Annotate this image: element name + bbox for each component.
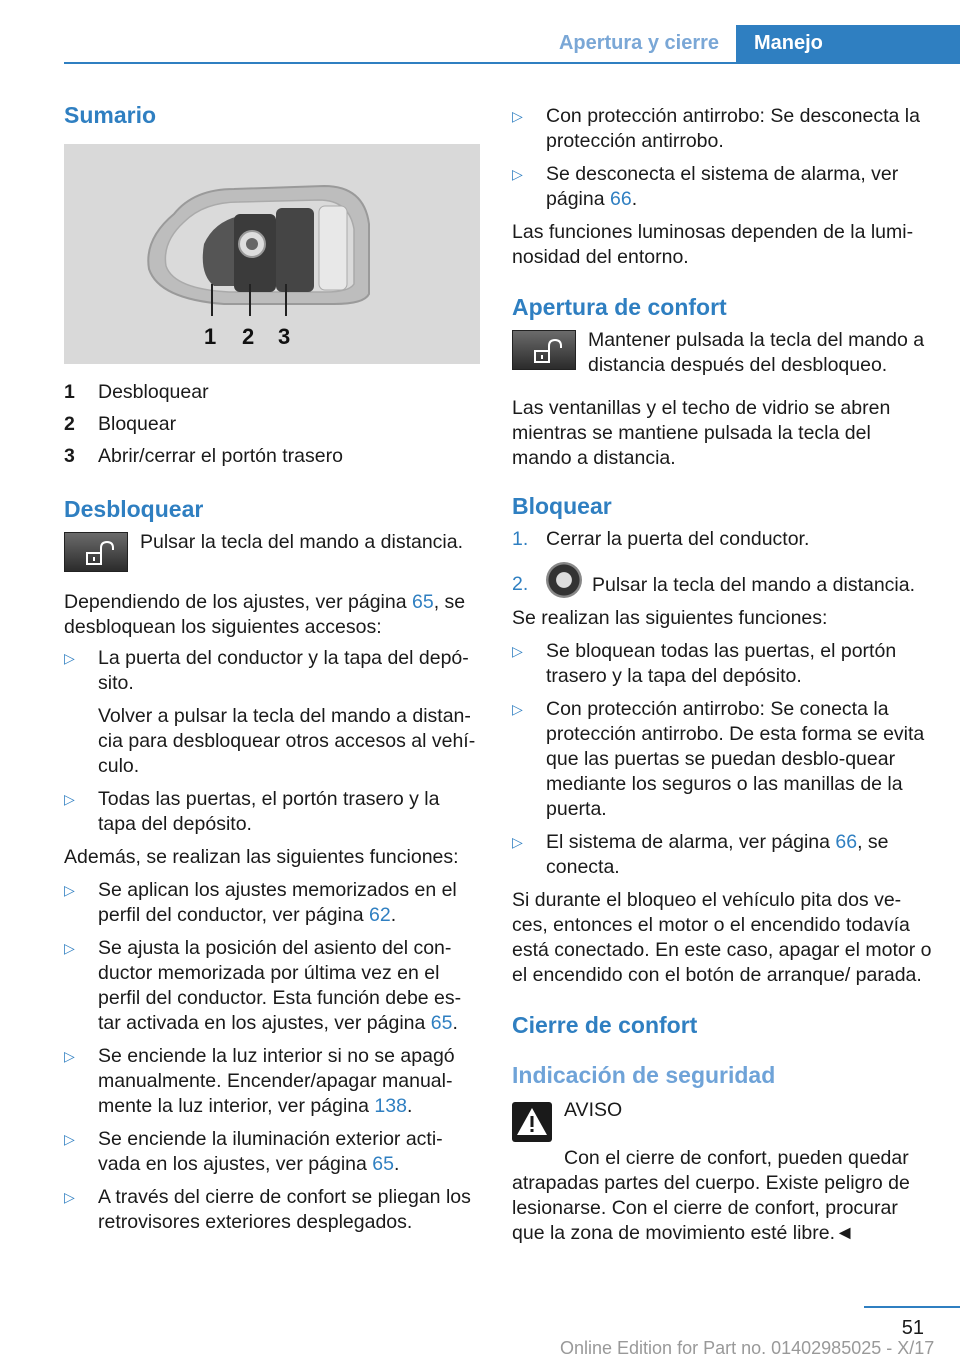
- page-link-138[interactable]: 138: [374, 1095, 407, 1117]
- legend-item: [64, 440, 482, 472]
- bullet-triangle-icon: ▷: [512, 643, 523, 659]
- legend-item: [64, 376, 482, 408]
- legend-num: 3: [64, 444, 75, 467]
- header-rule: [64, 62, 960, 64]
- legend-text: Bloquear: [98, 412, 177, 435]
- page-link-62[interactable]: 62: [369, 904, 391, 926]
- figure-label-3: 3: [278, 324, 291, 349]
- step-item: 1. Cerrar la puerta del conductor.: [512, 528, 810, 550]
- bullet-triangle-icon: ▷: [64, 940, 75, 956]
- warning-text: Con el cierre de confort, pueden quedar atrapadas partes del cuerpo. Existe peligro de lesionarse. Con el cierre de confort, procurar que la zona de movimiento esté libre.◄: [512, 1147, 910, 1244]
- remote-key-figure: [64, 144, 480, 364]
- list-item: ▷ Todas las puertas, el portón trasero y la tapa del depósito.: [64, 788, 440, 835]
- confort-icon-row: [512, 328, 932, 378]
- bullet-triangle-icon: ▷: [512, 834, 523, 850]
- aviso-label: AVISO: [564, 1099, 623, 1121]
- right-top-bullets: [512, 104, 932, 212]
- bullet-triangle-icon: ▷: [64, 1048, 75, 1064]
- footer-rule: [864, 1306, 960, 1308]
- beep-paragraph: Si durante el bloqueo el vehículo pita dos ve-ces, entonces el motor o el encendido todavía está conectado. En este caso, apagar el motor o el encendido con el botón de arranque/ parada.: [512, 889, 932, 986]
- bmw-logo-icon: [546, 562, 582, 598]
- list-item: ▷ Se ajusta la posición del asiento del con-ductor memorizada por última vez en el perfil del conductor. Esta función debe es-tar activada en los ajustes, ver página 65.: [64, 937, 462, 1034]
- bloquear-bullets: [512, 639, 932, 880]
- bloquear-functions-paragraph: Se realizan las siguientes funciones:: [512, 607, 828, 629]
- bullet-triangle-icon: ▷: [64, 1189, 75, 1205]
- unlock-icon: [64, 532, 128, 572]
- list-item: ▷ La puerta del conductor y la tapa del depó-sito. Volver a pulsar la tecla del mando a distan-cia para desbloquear otros accesos al vehí-culo.: [64, 647, 476, 777]
- bullet-triangle-icon: ▷: [512, 166, 523, 182]
- bullet-triangle-icon: ▷: [64, 882, 75, 898]
- bloquear-heading: Bloquear: [512, 493, 612, 519]
- warning-icon: [512, 1102, 552, 1142]
- bullet-triangle-icon: ▷: [512, 108, 523, 124]
- right-column: [512, 100, 932, 1246]
- unlock-icon: [512, 330, 576, 370]
- desbloquear-icon-text: Pulsar la tecla del mando a distancia.: [140, 531, 464, 553]
- list-item: ▷ Se aplican los ajustes memorizados en el perfil del conductor, ver página 62.: [64, 879, 457, 926]
- bullet-triangle-icon: ▷: [64, 650, 75, 666]
- desbloquear-paragraph: Dependiendo de los ajustes, ver página 65, se desbloquean los siguientes accesos:: [64, 591, 466, 638]
- legend-text: Desbloquear: [98, 380, 209, 403]
- remote-key-illustration: [64, 144, 480, 364]
- figure-label-2: 2: [242, 324, 255, 349]
- page-link-66[interactable]: 66: [835, 831, 858, 853]
- functions-paragraph: Además, se realizan las siguientes funciones:: [64, 846, 459, 868]
- bullet-triangle-icon: ▷: [64, 791, 75, 807]
- legend-num: 2: [64, 412, 75, 435]
- page-number: 51: [901, 1317, 924, 1339]
- figure-legend: [64, 376, 482, 472]
- step-item: 2. Pulsar la tecla del mando a distancia.: [512, 572, 932, 598]
- list-item: ▷ A través del cierre de confort se pliegan los retrovisores exteriores desplegados.: [64, 1186, 471, 1233]
- desbloquear-icon-row: [64, 530, 482, 572]
- page-link-65[interactable]: 65: [412, 591, 434, 613]
- legend-text: Abrir/cerrar el portón trasero: [98, 444, 343, 467]
- legend-num: 1: [64, 380, 75, 403]
- desbloquear-heading: Desbloquear: [64, 496, 204, 522]
- step-number: 2.: [512, 573, 529, 595]
- list-item: ▷ Se enciende la luz interior si no se apagó manualmente. Encender/apagar manual-mente la luz interior, ver página 138.: [64, 1045, 455, 1117]
- cierre-confort-heading: Cierre de confort: [512, 1012, 698, 1038]
- step-number: 1.: [512, 528, 529, 550]
- list-item: ▷ El sistema de alarma, ver página 66, se conecta.: [512, 831, 889, 878]
- footer-edition: Online Edition for Part no. 01402985025 - X/17: [560, 1338, 935, 1358]
- bullet-triangle-icon: ▷: [512, 701, 523, 717]
- functions-bullets: [64, 878, 482, 1235]
- light-functions-paragraph: Las funciones luminosas dependen de la lumi-nosidad del entorno.: [512, 221, 914, 268]
- bullet-triangle-icon: ▷: [64, 1131, 75, 1147]
- list-item: ▷ Con protección antirrobo: Se desconecta la protección antirrobo.: [512, 105, 920, 152]
- bloquear-steps: [512, 527, 932, 598]
- header-section-tab: Apertura y cierre: [558, 32, 720, 54]
- list-item: ▷ Se enciende la iluminación exterior acti-vada en los ajustes, ver página 65.: [64, 1128, 443, 1175]
- page-link-65[interactable]: 65: [430, 1012, 453, 1034]
- legend-item: [64, 408, 482, 440]
- list-item: ▷ Se desconecta el sistema de alarma, ver página 66.: [512, 163, 899, 210]
- seguridad-subheading: Indicación de seguridad: [512, 1062, 776, 1088]
- confort-icon-text: Mantener pulsada la tecla del mando a distancia después del desbloqueo.: [588, 329, 925, 376]
- warning-block: [512, 1098, 932, 1142]
- figure-label-1: 1: [204, 324, 217, 349]
- desbloquear-bullets: [64, 646, 482, 837]
- windows-paragraph: Las ventanillas y el techo de vidrio se abren mientras se mantiene pulsada la tecla del mando a distancia.: [512, 397, 891, 469]
- confort-heading: Apertura de confort: [512, 294, 727, 320]
- sumario-heading: Sumario: [64, 102, 157, 128]
- left-column: [64, 100, 482, 1243]
- page-link-66[interactable]: 66: [609, 188, 632, 210]
- list-item: ▷ Se bloquean todas las puertas, el portón trasero y la tapa del depósito.: [512, 640, 897, 687]
- page-link-65[interactable]: 65: [372, 1153, 394, 1175]
- header-chapter-tab: Manejo: [736, 25, 960, 62]
- list-item: ▷ Con protección antirrobo: Se conecta la protección antirrobo. De esta forma se evita que las puertas se puedan desblo-quear mediante los seguros o las manillas de la puerta.: [512, 698, 925, 820]
